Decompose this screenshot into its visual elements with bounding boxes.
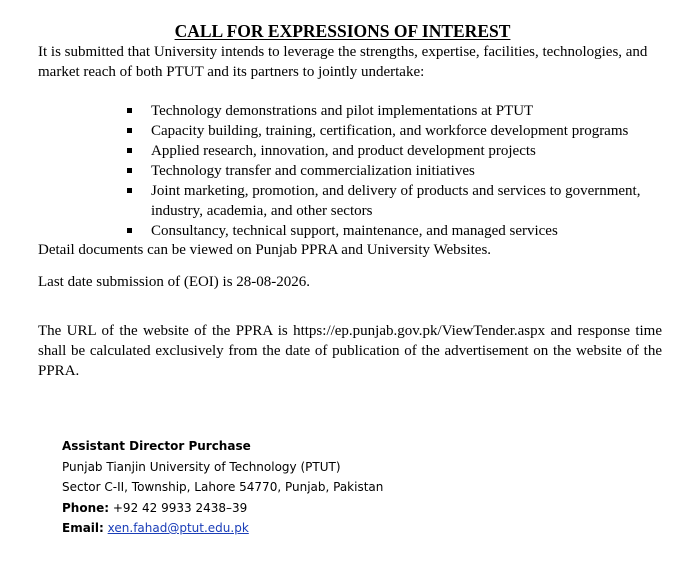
bullet-icon (127, 188, 132, 193)
bullet-icon (127, 128, 132, 133)
email-label: Email: (62, 521, 104, 535)
intro-paragraph: It is submitted that University intends to leverage the strengths, expertise, facilities, technologies, and market reach of both PTUT and its partners to jointly undertake: (38, 44, 648, 80)
list-item (0, 221, 671, 241)
bullet-icon (127, 228, 132, 233)
phone-number: +92 42 9933 2438–39 (109, 500, 248, 515)
list-item (0, 121, 671, 141)
last-date-paragraph: Last date submission of (EOI) is 28-08-2026. (38, 274, 311, 290)
undertakings-list (0, 101, 685, 241)
document-title: CALL FOR EXPRESSIONS OF INTEREST (174, 21, 511, 41)
list-item-text: Capacity building, training, certification, and workforce development programs (151, 123, 629, 139)
list-item (0, 101, 671, 121)
bullet-icon (127, 148, 132, 153)
list-item (0, 181, 671, 221)
list-item-text: Applied research, innovation, and product development projects (151, 143, 536, 159)
phone-label: Phone: (62, 500, 110, 515)
ppra-url-paragraph: The URL of the website of the PPRA is https://ep.punjab.gov.pk/ViewTender.aspx and response time shall be calculated exclusively from the date of publication of the advertisement on the website of the PPRA. (38, 323, 662, 379)
contact-block (62, 436, 383, 539)
contact-email-line (62, 518, 383, 539)
list-item (0, 141, 671, 161)
detail-documents-paragraph: Detail documents can be viewed on Punjab PPRA and University Websites. (38, 242, 492, 258)
list-item-text: Joint marketing, promotion, and delivery of products and services to government, industry, academia, and other sectors (151, 183, 641, 219)
list-item (0, 161, 671, 181)
bullet-icon (127, 108, 132, 113)
bullet-icon (127, 168, 132, 173)
list-item-text: Technology demonstrations and pilot implementations at PTUT (151, 103, 534, 119)
contact-phone-line (62, 498, 383, 519)
contact-designation: Assistant Director Purchase (62, 439, 251, 453)
contact-organization: Punjab Tianjin University of Technology (PTUT) (62, 459, 341, 474)
list-item-text: Technology transfer and commercialization initiatives (151, 163, 475, 179)
list-item-text: Consultancy, technical support, maintenance, and managed services (151, 223, 558, 239)
email-link[interactable]: xen.fahad@ptut.edu.pk (107, 521, 249, 535)
contact-address: Sector C-II, Township, Lahore 54770, Punjab, Pakistan (62, 480, 384, 494)
